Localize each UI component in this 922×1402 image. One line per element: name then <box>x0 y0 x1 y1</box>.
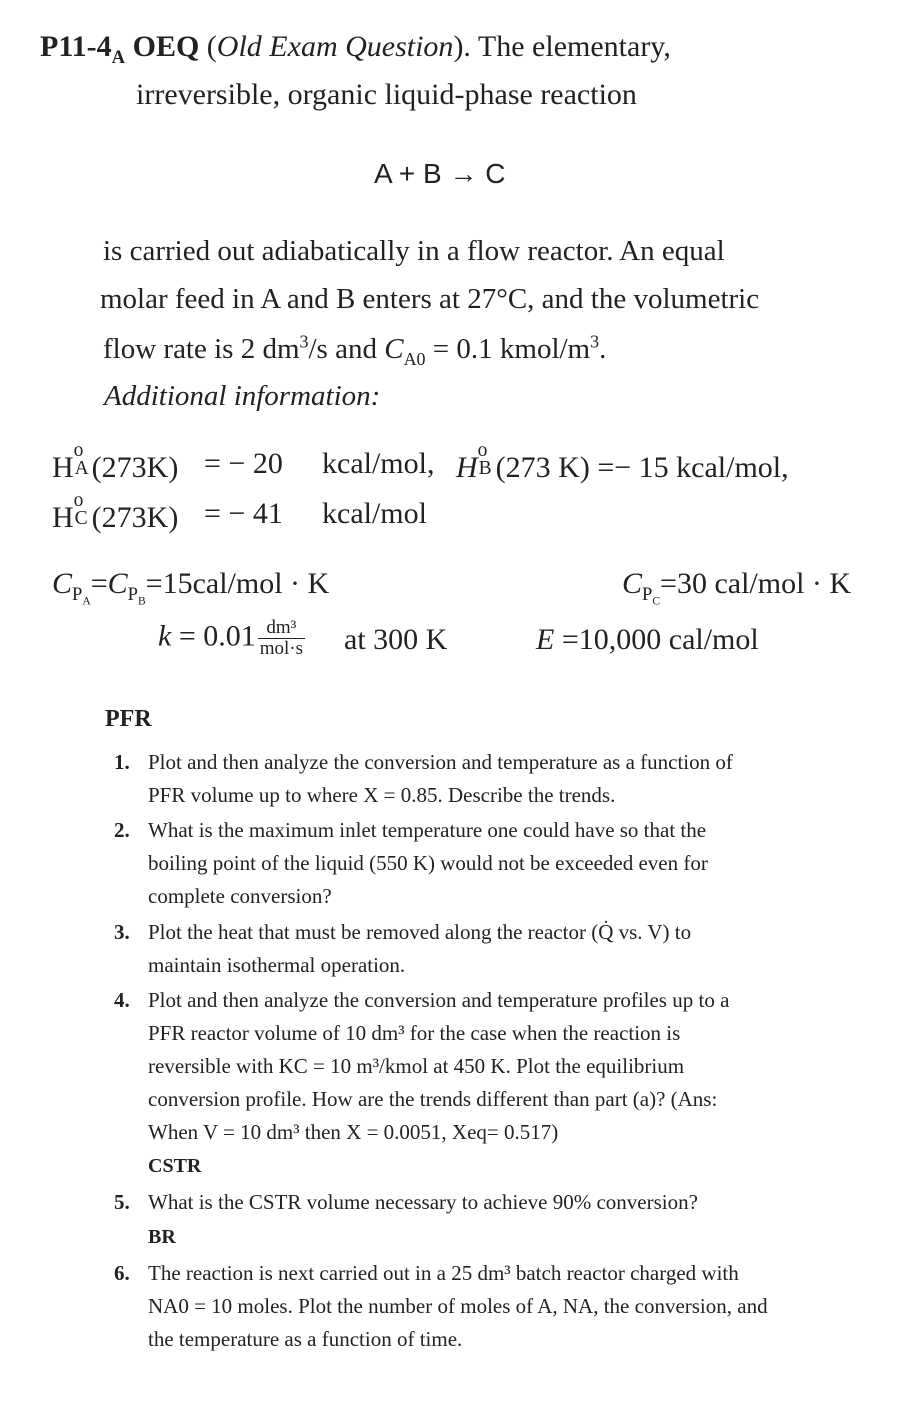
title-rest: The elementary, <box>477 30 671 63</box>
cp-c <box>622 567 852 608</box>
hb-sub: B <box>478 457 492 479</box>
cpa-symbol: C <box>52 567 73 600</box>
description-line-2: molar feed in A and B enters at 27°C, and the volumetric <box>100 283 760 315</box>
cpb-p: P <box>127 584 138 605</box>
question-number: 4. <box>114 988 130 1012</box>
question-number: 2. <box>114 818 130 842</box>
problem-id: P11-4 <box>40 30 112 63</box>
flow-rate-text: flow rate is 2 dm <box>103 333 300 365</box>
question-6-line-2: NA0 = 10 moles. Plot the number of moles of A, NA, the conversion, and <box>148 1294 768 1318</box>
oeq-close: ). <box>453 30 471 63</box>
question-4-line-5: When V = 10 dm³ then X = 0.0051, Xeq= 0.517) <box>148 1120 559 1144</box>
question-1-line-2: PFR volume up to where X = 0.85. Describe the trends. <box>148 783 616 807</box>
ha-sub: A <box>74 457 89 479</box>
question-6-line-1: The reaction is next carried out in a 25 dm³ batch reactor charged with <box>148 1261 739 1285</box>
question-3 <box>114 916 904 982</box>
section-pfr: PFR <box>105 706 152 732</box>
question-4-line-3: reversible with KC = 10 m³/kmol at 450 K. Plot the equilibrium <box>148 1054 685 1078</box>
hc-temp: (273K) <box>91 501 179 534</box>
ca0-var: C <box>384 333 404 365</box>
question-2-line-1: What is the maximum inlet temperature one could have so that the <box>148 818 707 842</box>
hb-degree: o <box>477 440 488 462</box>
question-6 <box>114 1257 904 1356</box>
ha-symbol: H <box>52 451 74 484</box>
question-number: 3. <box>114 920 130 944</box>
ha-equals: = − 20 <box>204 447 283 480</box>
question-5 <box>114 1186 904 1219</box>
ha-temp: (273K) <box>91 451 179 484</box>
k-unit-fraction <box>258 618 305 659</box>
question-2 <box>114 814 904 913</box>
question-number: 1. <box>114 750 130 774</box>
question-5-line-1: What is the CSTR volume necessary to achieve 90% conversion? <box>148 1190 698 1214</box>
cpa-a: A <box>82 595 91 608</box>
ca0-sup: 3 <box>590 331 600 352</box>
cpb-b: B <box>137 595 146 608</box>
additional-info-label: Additional information: <box>104 380 381 412</box>
question-number: 6. <box>114 1261 130 1285</box>
ca0-end: . <box>599 333 607 365</box>
description-line-3 <box>103 331 607 369</box>
e-value: =10,000 cal/mol <box>554 623 759 656</box>
question-4-line-1: Plot and then analyze the conversion and temperature profiles up to a <box>148 988 730 1012</box>
oeq-expansion: Old Exam Question <box>216 30 454 63</box>
section-cstr: CSTR <box>148 1155 202 1177</box>
hb-expression <box>456 440 789 485</box>
ha-unit: kcal/mol, <box>322 447 435 480</box>
question-4-line-4: conversion profile. How are the trends different than part (a)? (Ans: <box>148 1087 718 1111</box>
question-3-line-2: maintain isothermal operation. <box>148 953 406 977</box>
problem-title <box>40 30 671 68</box>
k-reference-temp: at 300 K <box>344 623 448 656</box>
ca0-sub: A0 <box>403 348 426 369</box>
rate-constant <box>158 618 307 659</box>
k-value: = 0.01 <box>171 619 256 653</box>
flow-rate-sup: 3 <box>299 331 309 352</box>
cp-eq: = <box>90 567 108 600</box>
cp-ab <box>52 567 330 608</box>
hb-symbol: H <box>456 451 478 484</box>
question-1-line-1: Plot and then analyze the conversion and temperature as a function of <box>148 750 733 774</box>
cpc-symbol: C <box>622 567 643 600</box>
ha-degree: o <box>73 440 84 462</box>
cpa-p: P <box>72 584 83 605</box>
hb-rest: (273 K) =− 15 kcal/mol, <box>495 451 789 484</box>
question-4-line-2: PFR reactor volume of 10 dm³ for the case when the reaction is <box>148 1021 681 1045</box>
question-number: 5. <box>114 1190 130 1214</box>
question-2-line-2: boiling point of the liquid (550 K) would not be exceeded even for <box>148 851 708 875</box>
section-br: BR <box>148 1226 176 1248</box>
title-line-2: irreversible, organic liquid-phase reaction <box>136 78 637 111</box>
flow-rate-mid: /s and <box>308 333 385 365</box>
enthalpy-line-2 <box>52 490 179 535</box>
hc-degree: o <box>73 490 84 512</box>
oeq-label: OEQ <box>132 30 200 63</box>
hc-symbol: H <box>52 501 74 534</box>
activation-energy <box>536 623 759 657</box>
oeq-open: ( <box>206 30 217 63</box>
k-unit-num: dm³ <box>258 618 305 639</box>
e-symbol: E <box>536 623 555 656</box>
enthalpy-line-1 <box>52 440 179 485</box>
question-3-line-1: Plot the heat that must be removed along the reactor (Q̇ vs. V) to <box>148 920 692 944</box>
problem-id-sub: A <box>111 47 126 68</box>
cp-c-value: =30 cal/mol · K <box>660 567 852 600</box>
hc-unit: kcal/mol <box>322 497 427 530</box>
description-line-1: is carried out adiabatically in a flow reactor. An equal <box>103 235 725 267</box>
k-symbol: k <box>158 619 172 653</box>
hc-equals: = − 41 <box>204 497 283 530</box>
cpc-p: P <box>642 584 653 605</box>
question-2-line-3: complete conversion? <box>148 884 332 908</box>
reaction-equation: A + B → C <box>374 158 506 189</box>
cp-ab-value: =15cal/mol · K <box>145 567 330 600</box>
hc-sub: C <box>74 507 88 529</box>
question-4 <box>114 984 904 1149</box>
cpb-symbol: C <box>107 567 128 600</box>
ca0-value: = 0.1 kmol/m <box>425 333 591 365</box>
question-6-line-3: the temperature as a function of time. <box>148 1327 463 1351</box>
cpc-c: C <box>652 595 661 608</box>
question-1 <box>114 746 904 812</box>
k-unit-den: mol·s <box>259 638 304 659</box>
